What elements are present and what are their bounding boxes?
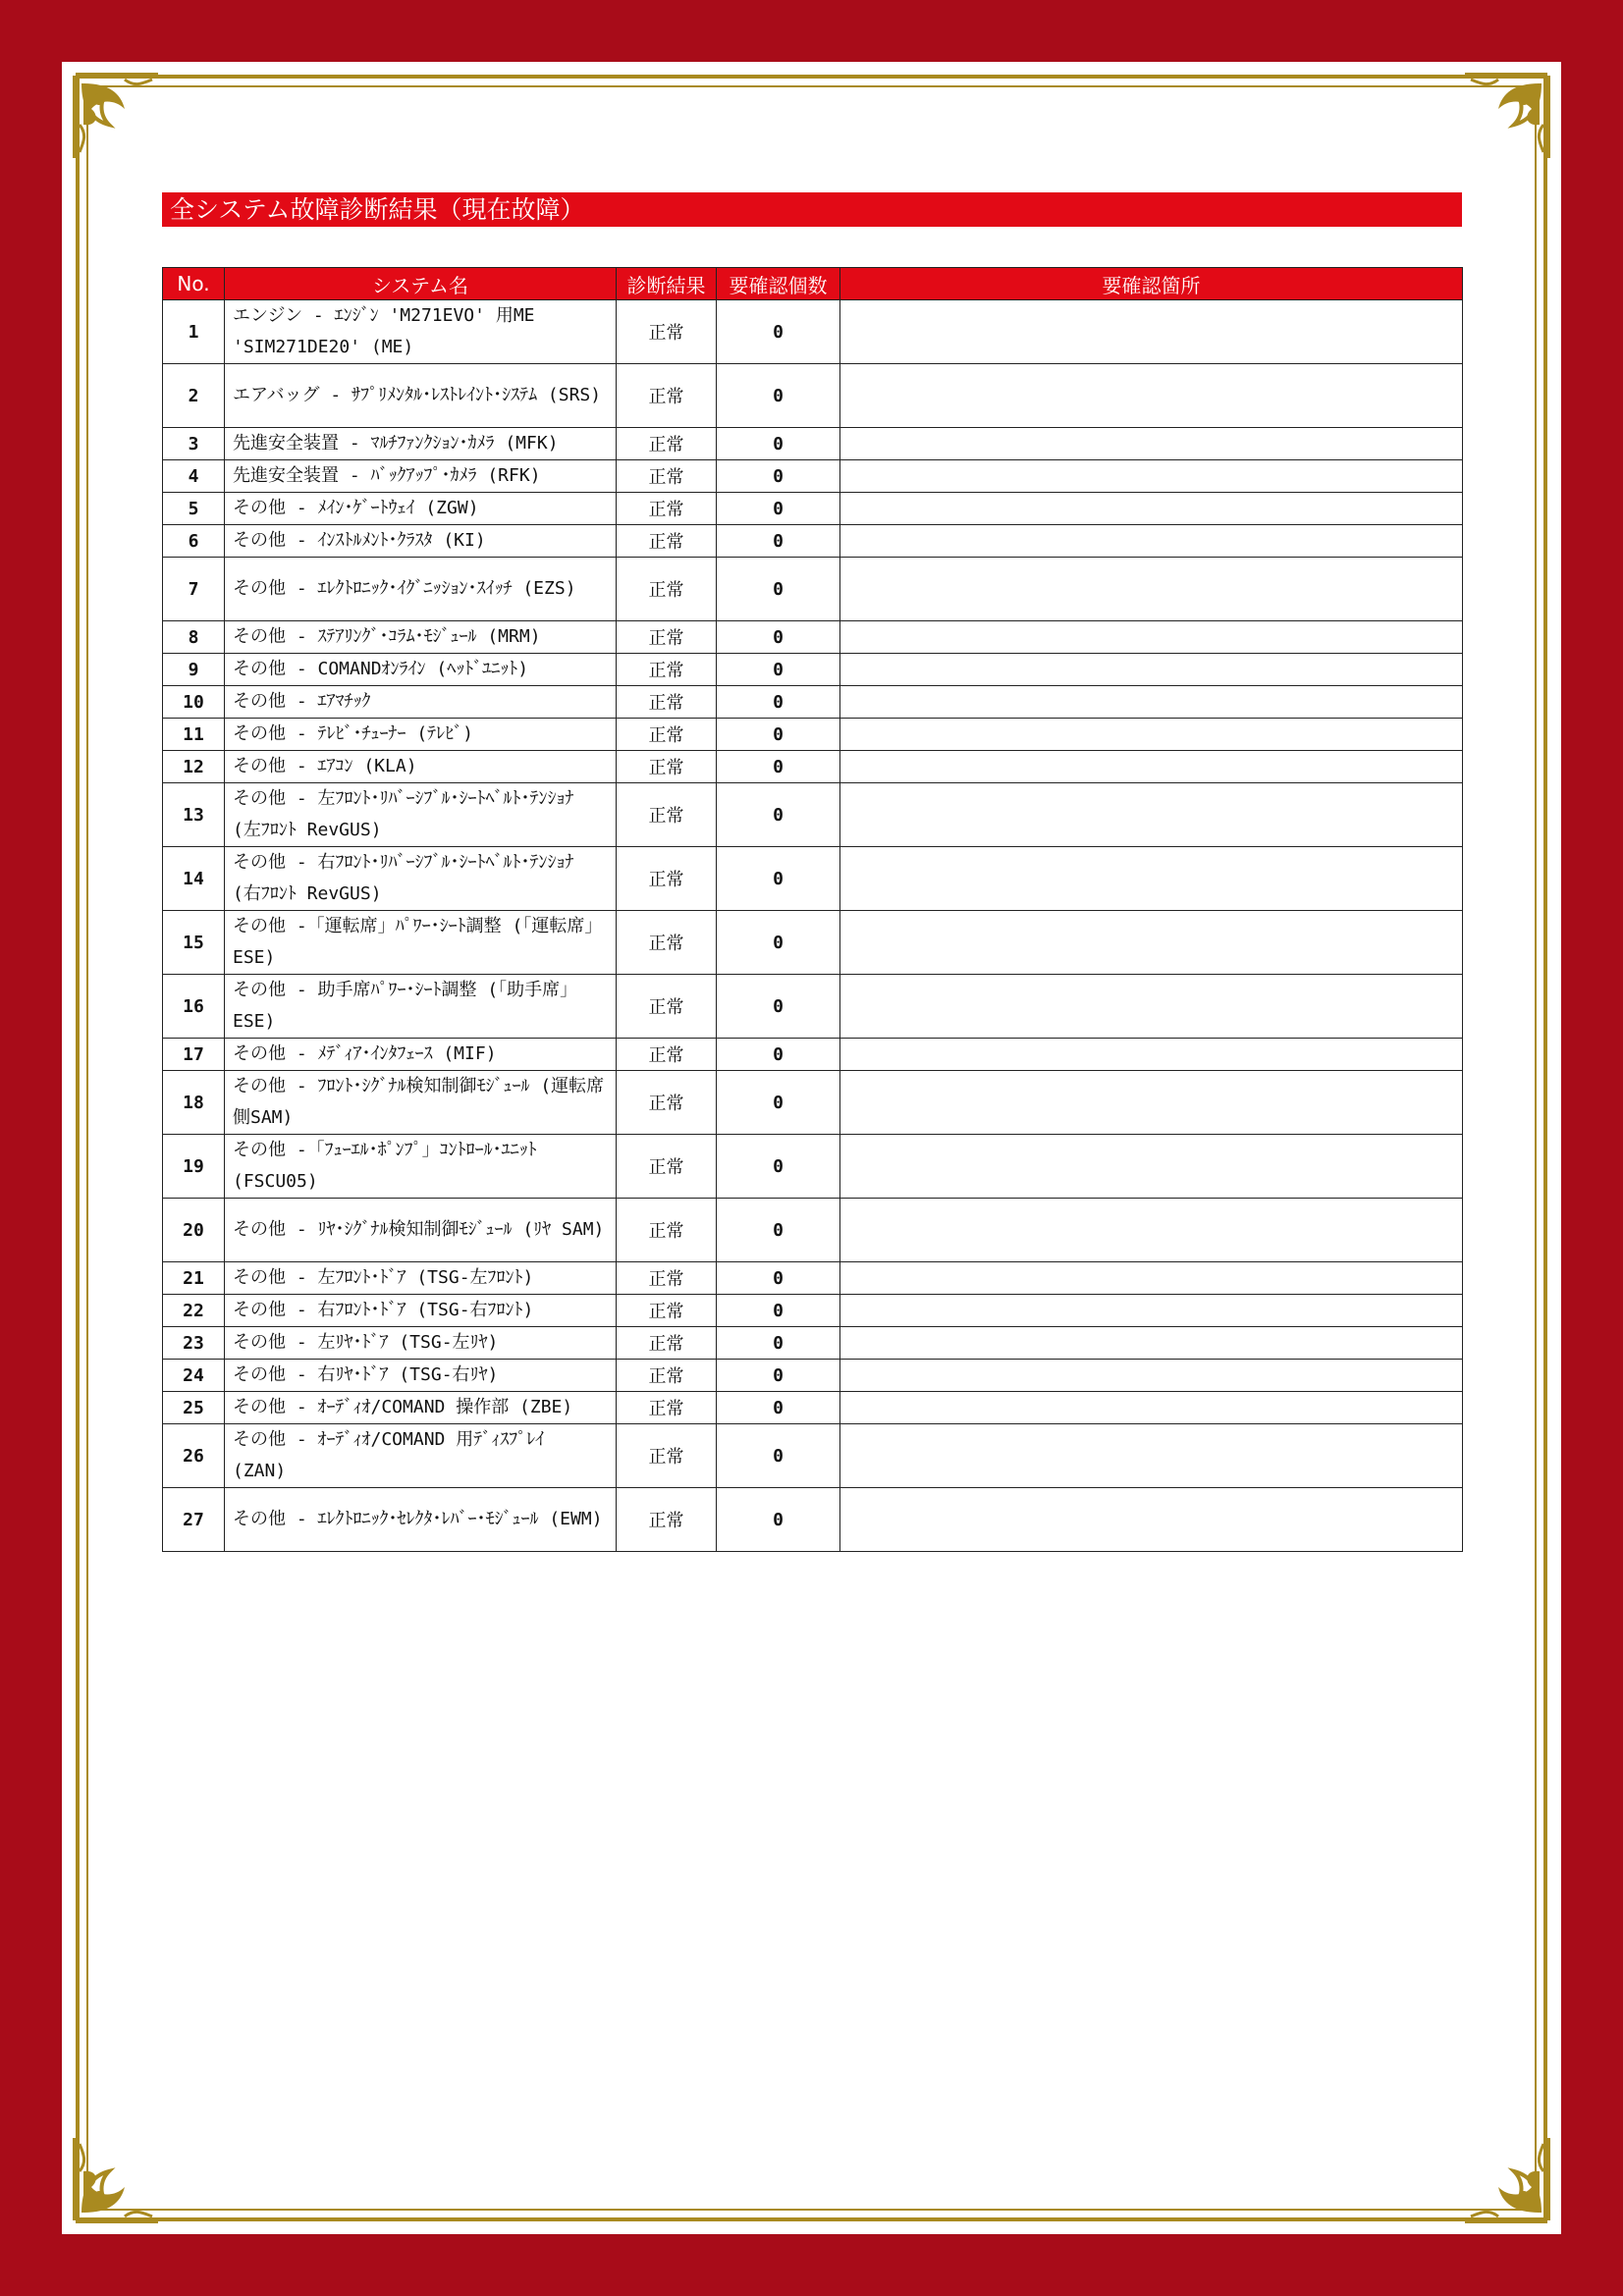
result-cell: 正常 [617, 751, 717, 783]
row-number: 5 [163, 493, 225, 525]
result-cell: 正常 [617, 783, 717, 847]
result-cell: 正常 [617, 364, 717, 428]
table-row [163, 719, 1463, 751]
row-number: 15 [163, 911, 225, 975]
table-row [163, 300, 1463, 364]
check-count-cell: 0 [717, 911, 840, 975]
table-row [163, 975, 1463, 1039]
result-cell: 正常 [617, 460, 717, 493]
check-location-cell [840, 493, 1463, 525]
row-number: 13 [163, 783, 225, 847]
row-number: 20 [163, 1199, 225, 1262]
table-row [163, 1199, 1463, 1262]
system-name-cell: その他 - ｵｰﾃﾞｨｵ/COMAND 操作部 (ZBE) [225, 1392, 617, 1424]
result-cell: 正常 [617, 1424, 717, 1488]
check-location-cell [840, 654, 1463, 686]
check-count-cell: 0 [717, 558, 840, 621]
system-name-cell: その他 - 右ﾌﾛﾝﾄ･ﾘﾊﾞｰｼﾌﾞﾙ･ｼｰﾄﾍﾞﾙﾄ･ﾃﾝｼｮﾅ (右ﾌﾛﾝﾄ RevGUS) [225, 847, 617, 911]
section-title: 全システム故障診断結果（現在故障） [162, 192, 1462, 227]
result-cell: 正常 [617, 1071, 717, 1135]
row-number: 6 [163, 525, 225, 558]
row-number: 17 [163, 1039, 225, 1071]
system-name-cell: その他 - COMANDｵﾝﾗｲﾝ (ﾍｯﾄﾞﾕﾆｯﾄ) [225, 654, 617, 686]
table-row [163, 654, 1463, 686]
result-cell: 正常 [617, 300, 717, 364]
check-count-cell: 0 [717, 847, 840, 911]
check-count-cell: 0 [717, 1262, 840, 1295]
table-row [163, 751, 1463, 783]
row-number: 1 [163, 300, 225, 364]
check-count-cell: 0 [717, 1295, 840, 1327]
system-name-cell: その他 - ｲﾝｽﾄﾙﾒﾝﾄ･ｸﾗｽﾀ (KI) [225, 525, 617, 558]
check-location-cell [840, 847, 1463, 911]
row-number: 19 [163, 1135, 225, 1199]
diagnosis-table [162, 267, 1463, 1552]
check-count-cell: 0 [717, 1424, 840, 1488]
system-name-cell: その他 - 右ﾘﾔ･ﾄﾞｱ (TSG-右ﾘﾔ) [225, 1360, 617, 1392]
table-row [163, 1295, 1463, 1327]
check-location-cell [840, 621, 1463, 654]
check-count-cell: 0 [717, 1199, 840, 1262]
row-number: 26 [163, 1424, 225, 1488]
system-name-cell: その他 - ﾒﾃﾞｨｱ･ｲﾝﾀﾌｪｰｽ (MIF) [225, 1039, 617, 1071]
check-count-cell: 0 [717, 783, 840, 847]
result-cell: 正常 [617, 1039, 717, 1071]
header-system-name: システム名 [225, 268, 617, 300]
check-location-cell [840, 783, 1463, 847]
system-name-cell: その他 - 左ﾌﾛﾝﾄ･ﾄﾞｱ (TSG-左ﾌﾛﾝﾄ) [225, 1262, 617, 1295]
check-location-cell [840, 751, 1463, 783]
table-row [163, 1262, 1463, 1295]
row-number: 12 [163, 751, 225, 783]
row-number: 14 [163, 847, 225, 911]
check-location-cell [840, 1295, 1463, 1327]
result-cell: 正常 [617, 428, 717, 460]
check-count-cell: 0 [717, 1392, 840, 1424]
check-location-cell [840, 1392, 1463, 1424]
result-cell: 正常 [617, 558, 717, 621]
system-name-cell: その他 - 左ﾌﾛﾝﾄ･ﾘﾊﾞｰｼﾌﾞﾙ･ｼｰﾄﾍﾞﾙﾄ･ﾃﾝｼｮﾅ (左ﾌﾛﾝﾄ RevGUS) [225, 783, 617, 847]
check-count-cell: 0 [717, 1488, 840, 1552]
header-result: 診断結果 [617, 268, 717, 300]
table-row [163, 1392, 1463, 1424]
system-name-cell: その他 - ﾒｲﾝ･ｹﾞｰﾄｳｪｲ (ZGW) [225, 493, 617, 525]
check-count-cell: 0 [717, 1071, 840, 1135]
check-location-cell [840, 686, 1463, 719]
system-name-cell: その他 - 助手席ﾊﾟﾜｰ･ｼｰﾄ調整 (「助手席」ESE) [225, 975, 617, 1039]
system-name-cell: エンジン - ｴﾝｼﾞﾝ 'M271EVO' 用ME 'SIM271DE20' (ME) [225, 300, 617, 364]
row-number: 2 [163, 364, 225, 428]
corner-ornament-icon [1459, 70, 1553, 164]
corner-ornament-icon [70, 70, 164, 164]
check-location-cell [840, 911, 1463, 975]
check-location-cell [840, 1135, 1463, 1199]
check-location-cell [840, 1327, 1463, 1360]
report-page [62, 62, 1561, 2234]
check-location-cell [840, 1488, 1463, 1552]
check-count-cell: 0 [717, 654, 840, 686]
table-row [163, 911, 1463, 975]
result-cell: 正常 [617, 1488, 717, 1552]
result-cell: 正常 [617, 1199, 717, 1262]
system-name-cell: エアバッグ - ｻﾌﾟﾘﾒﾝﾀﾙ･ﾚｽﾄﾚｲﾝﾄ･ｼｽﾃﾑ (SRS) [225, 364, 617, 428]
check-location-cell [840, 558, 1463, 621]
table-row [163, 1327, 1463, 1360]
header-no: No. [163, 268, 225, 300]
check-location-cell [840, 1039, 1463, 1071]
check-count-cell: 0 [717, 621, 840, 654]
system-name-cell: その他 - ｴﾚｸﾄﾛﾆｯｸ･ｾﾚｸﾀ･ﾚﾊﾞｰ･ﾓｼﾞｭｰﾙ (EWM) [225, 1488, 617, 1552]
table-row [163, 783, 1463, 847]
system-name-cell: 先進安全装置 - ﾊﾞｯｸｱｯﾌﾟ･ｶﾒﾗ (RFK) [225, 460, 617, 493]
result-cell: 正常 [617, 1392, 717, 1424]
row-number: 16 [163, 975, 225, 1039]
check-count-cell: 0 [717, 975, 840, 1039]
check-location-cell [840, 525, 1463, 558]
check-location-cell [840, 300, 1463, 364]
check-count-cell: 0 [717, 1135, 840, 1199]
row-number: 9 [163, 654, 225, 686]
row-number: 10 [163, 686, 225, 719]
result-cell: 正常 [617, 686, 717, 719]
check-count-cell: 0 [717, 1327, 840, 1360]
table-row [163, 525, 1463, 558]
check-count-cell: 0 [717, 1360, 840, 1392]
result-cell: 正常 [617, 1327, 717, 1360]
check-location-cell [840, 364, 1463, 428]
table-header-row [163, 268, 1463, 300]
table-row [163, 847, 1463, 911]
table-row [163, 493, 1463, 525]
system-name-cell: その他 -「運転席」ﾊﾟﾜｰ･ｼｰﾄ調整 (「運転席」ESE) [225, 911, 617, 975]
table-row [163, 1039, 1463, 1071]
table-row [163, 558, 1463, 621]
row-number: 7 [163, 558, 225, 621]
table-row [163, 460, 1463, 493]
system-name-cell: その他 - ｵｰﾃﾞｨｵ/COMAND 用ﾃﾞｨｽﾌﾟﾚｲ (ZAN) [225, 1424, 617, 1488]
row-number: 11 [163, 719, 225, 751]
system-name-cell: 先進安全装置 - ﾏﾙﾁﾌｧﾝｸｼｮﾝ･ｶﾒﾗ (MFK) [225, 428, 617, 460]
check-location-cell [840, 1071, 1463, 1135]
table-row [163, 1488, 1463, 1552]
row-number: 23 [163, 1327, 225, 1360]
result-cell: 正常 [617, 621, 717, 654]
row-number: 4 [163, 460, 225, 493]
check-count-cell: 0 [717, 364, 840, 428]
check-count-cell: 0 [717, 300, 840, 364]
check-count-cell: 0 [717, 686, 840, 719]
result-cell: 正常 [617, 525, 717, 558]
row-number: 8 [163, 621, 225, 654]
table-row [163, 1071, 1463, 1135]
table-row [163, 1424, 1463, 1488]
system-name-cell: その他 -「ﾌｭｰｴﾙ･ﾎﾟﾝﾌﾟ」ｺﾝﾄﾛｰﾙ･ﾕﾆｯﾄ (FSCU05) [225, 1135, 617, 1199]
corner-ornament-icon [70, 2132, 164, 2226]
result-cell: 正常 [617, 1135, 717, 1199]
check-location-cell [840, 1424, 1463, 1488]
result-cell: 正常 [617, 719, 717, 751]
system-name-cell: その他 - 左ﾘﾔ･ﾄﾞｱ (TSG-左ﾘﾔ) [225, 1327, 617, 1360]
system-name-cell: その他 - ｴｱﾏﾁｯｸ [225, 686, 617, 719]
system-name-cell: その他 - ｽﾃｱﾘﾝｸﾞ･ｺﾗﾑ･ﾓｼﾞｭｰﾙ (MRM) [225, 621, 617, 654]
table-row [163, 1360, 1463, 1392]
check-location-cell [840, 1262, 1463, 1295]
system-name-cell: その他 - ﾌﾛﾝﾄ･ｼｸﾞﾅﾙ検知制御ﾓｼﾞｭｰﾙ (運転席側SAM) [225, 1071, 617, 1135]
check-location-cell [840, 719, 1463, 751]
check-location-cell [840, 1360, 1463, 1392]
check-location-cell [840, 428, 1463, 460]
row-number: 25 [163, 1392, 225, 1424]
header-check-location: 要確認箇所 [840, 268, 1463, 300]
row-number: 18 [163, 1071, 225, 1135]
check-count-cell: 0 [717, 428, 840, 460]
row-number: 27 [163, 1488, 225, 1552]
row-number: 21 [163, 1262, 225, 1295]
system-name-cell: その他 - ﾃﾚﾋﾞ･ﾁｭｰﾅｰ (ﾃﾚﾋﾞ) [225, 719, 617, 751]
result-cell: 正常 [617, 654, 717, 686]
row-number: 3 [163, 428, 225, 460]
result-cell: 正常 [617, 1360, 717, 1392]
row-number: 24 [163, 1360, 225, 1392]
result-cell: 正常 [617, 493, 717, 525]
table-row [163, 364, 1463, 428]
header-check-count: 要確認個数 [717, 268, 840, 300]
check-location-cell [840, 1199, 1463, 1262]
result-cell: 正常 [617, 847, 717, 911]
table-row [163, 621, 1463, 654]
corner-ornament-icon [1459, 2132, 1553, 2226]
system-name-cell: その他 - ﾘﾔ･ｼｸﾞﾅﾙ検知制御ﾓｼﾞｭｰﾙ (ﾘﾔ SAM) [225, 1199, 617, 1262]
result-cell: 正常 [617, 911, 717, 975]
table-row [163, 1135, 1463, 1199]
check-count-cell: 0 [717, 1039, 840, 1071]
check-location-cell [840, 460, 1463, 493]
check-count-cell: 0 [717, 525, 840, 558]
result-cell: 正常 [617, 1262, 717, 1295]
system-name-cell: その他 - ｴﾚｸﾄﾛﾆｯｸ･ｲｸﾞﾆｯｼｮﾝ･ｽｲｯﾁ (EZS) [225, 558, 617, 621]
system-name-cell: その他 - 右ﾌﾛﾝﾄ･ﾄﾞｱ (TSG-右ﾌﾛﾝﾄ) [225, 1295, 617, 1327]
system-name-cell: その他 - ｴｱｺﾝ (KLA) [225, 751, 617, 783]
check-count-cell: 0 [717, 719, 840, 751]
check-count-cell: 0 [717, 751, 840, 783]
check-location-cell [840, 975, 1463, 1039]
check-count-cell: 0 [717, 493, 840, 525]
table-row [163, 428, 1463, 460]
result-cell: 正常 [617, 975, 717, 1039]
row-number: 22 [163, 1295, 225, 1327]
result-cell: 正常 [617, 1295, 717, 1327]
check-count-cell: 0 [717, 460, 840, 493]
table-row [163, 686, 1463, 719]
